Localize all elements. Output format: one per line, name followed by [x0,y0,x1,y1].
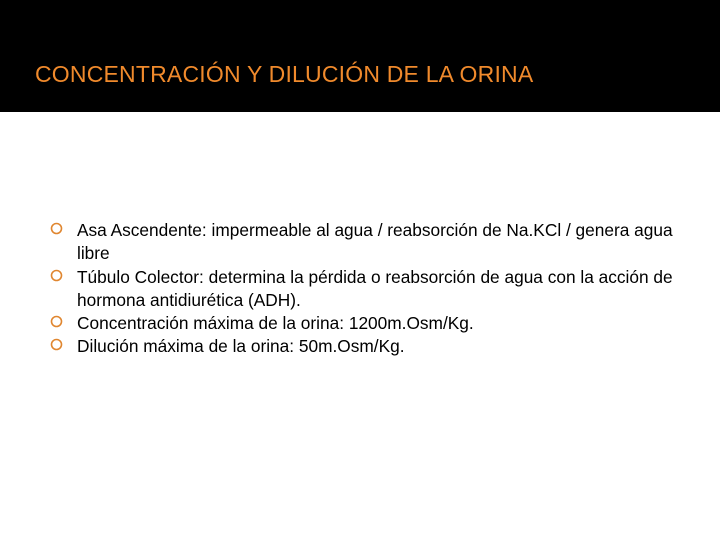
title-bar [0,0,720,112]
hollow-ring-bullet-icon [50,337,63,357]
bullet-item-concentracion-maxima [50,312,690,335]
bullet-list [50,219,690,359]
hollow-ring-bullet-icon [50,221,63,241]
bullet-text: Concentración máxima de la orina: 1200m.Osm/Kg. [77,313,474,334]
hollow-ring-bullet-icon [50,314,63,334]
bullet-item-asa-ascendente [50,219,690,266]
bullet-text: Dilución máxima de la orina: 50m.Osm/Kg. [77,336,405,357]
bullet-item-tubulo-colector [50,266,690,313]
bullet-text: Asa Ascendente: impermeable al agua / reabsorción de Na.KCl / genera agua libre [77,220,673,264]
slide-title: CONCENTRACIÓN Y DILUCIÓN DE LA ORINA [35,61,534,87]
bullet-text: Túbulo Colector: determina la pérdida o reabsorción de agua con la acción de hormona antidiurética (ADH). [77,266,673,310]
bullet-item-dilucion-maxima [50,335,690,358]
hollow-ring-bullet-icon [50,268,63,288]
